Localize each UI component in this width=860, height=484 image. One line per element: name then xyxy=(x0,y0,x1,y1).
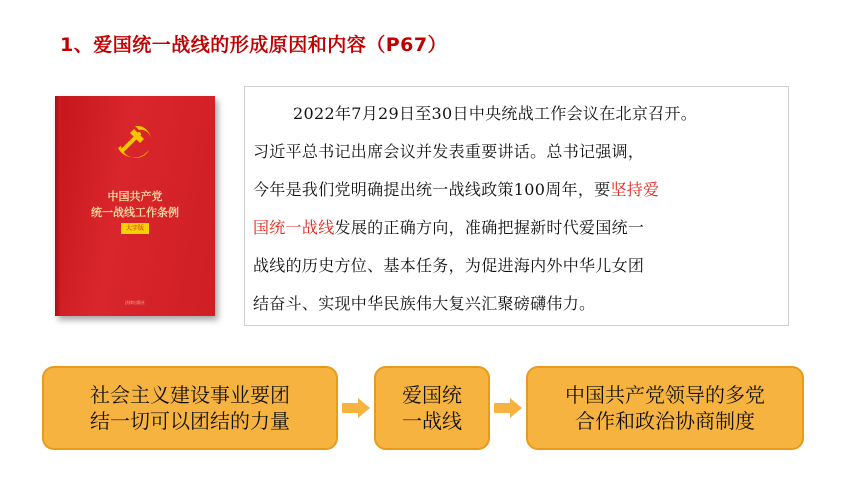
flow-box-united-front-line1: 爱国统 xyxy=(402,383,462,407)
book-publisher: 法律出版社 xyxy=(125,300,145,305)
flow-box-reason xyxy=(42,366,338,450)
passage-line-4-text: 发展的正确方向，准确把握新时代爱国统一 xyxy=(334,218,645,237)
passage-box xyxy=(244,86,789,326)
book-badge: 大字版 xyxy=(121,223,149,234)
passage-line-6: 结奋斗、实现中华民族伟大复兴汇聚磅礴伟力。 xyxy=(253,294,596,313)
flow-box-reason-line1: 社会主义建设事业要团 xyxy=(90,383,290,407)
book-title-line1: 中国共产党 xyxy=(107,190,163,203)
arrow-right-icon xyxy=(494,398,522,418)
passage-highlight-1: 坚持爱 xyxy=(610,180,660,199)
section-heading: 1、爱国统一战线的形成原因和内容（P67） xyxy=(60,34,448,56)
flow-box-party-system-line1: 中国共产党领导的多党 xyxy=(565,383,765,407)
book-cover-image xyxy=(55,96,215,316)
passage-line-3-text: 今年是我们党明确提出统一战线政策100周年，要 xyxy=(253,180,611,199)
passage-line-3 xyxy=(253,177,659,200)
passage-highlight-2: 国统一战线 xyxy=(253,218,335,237)
book-title-line2: 统一战线工作条例 xyxy=(91,206,179,219)
flow-box-party-system xyxy=(526,366,804,450)
arrow-right-icon xyxy=(342,398,370,418)
flow-box-party-system-line2: 合作和政治协商制度 xyxy=(575,409,755,433)
passage-line-4 xyxy=(253,215,644,238)
flow-box-reason-line2: 结一切可以团结的力量 xyxy=(90,409,290,433)
passage-line-2: 习近平总书记出席会议并发表重要讲话。总书记强调， xyxy=(253,142,645,161)
hammer-sickle-icon xyxy=(113,120,157,164)
flow-box-united-front xyxy=(374,366,490,450)
passage-line-5: 战线的历史方位、基本任务，为促进海内外中华儿女团 xyxy=(253,256,645,275)
passage-line-1: 2022年7月29日至30日中央统战工作会议在北京召开。 xyxy=(293,104,698,123)
flow-box-united-front-line2: 一战线 xyxy=(402,409,462,433)
